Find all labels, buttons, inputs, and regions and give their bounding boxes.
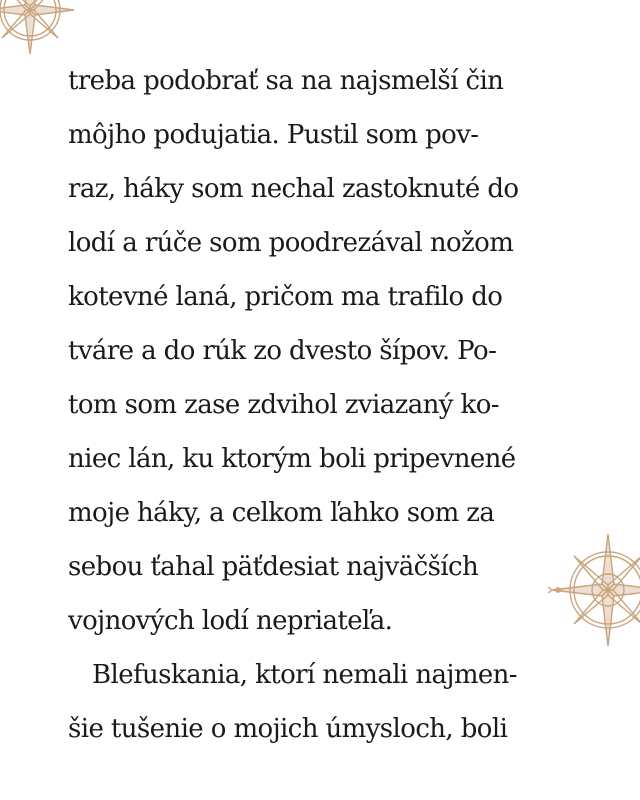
- text-line: lodí a rúče som poodrezával nožom: [68, 228, 514, 258]
- text-line: raz, háky som nechal zastoknuté do: [68, 174, 519, 204]
- compass-rose-icon: [0, 0, 80, 60]
- text-line: kotevné laná, pričom ma trafilo do: [68, 282, 503, 312]
- compass-rose-icon: [548, 530, 640, 650]
- text-line: tváre a do rúk zo dvesto šípov. Po-: [68, 336, 497, 366]
- text-line: šie tušenie o mojich úmysloch, boli: [68, 714, 508, 744]
- text-line: treba podobrať sa na najsmelší čin: [68, 66, 504, 96]
- text-line: sebou ťahal päťdesiat najväčších: [68, 552, 479, 582]
- text-line: vojnových lodí nepriateľa.: [68, 606, 393, 636]
- text-line: moje háky, a celkom ľahko som za: [68, 498, 495, 528]
- text-line: niec lán, ku ktorým boli pripevnené: [68, 444, 516, 474]
- text-line: Blefuskania, ktorí nemali najmen-: [92, 660, 517, 690]
- text-line: tom som zase zdvihol zviazaný ko-: [68, 390, 499, 420]
- text-line: môjho podujatia. Pustil som pov-: [68, 120, 479, 150]
